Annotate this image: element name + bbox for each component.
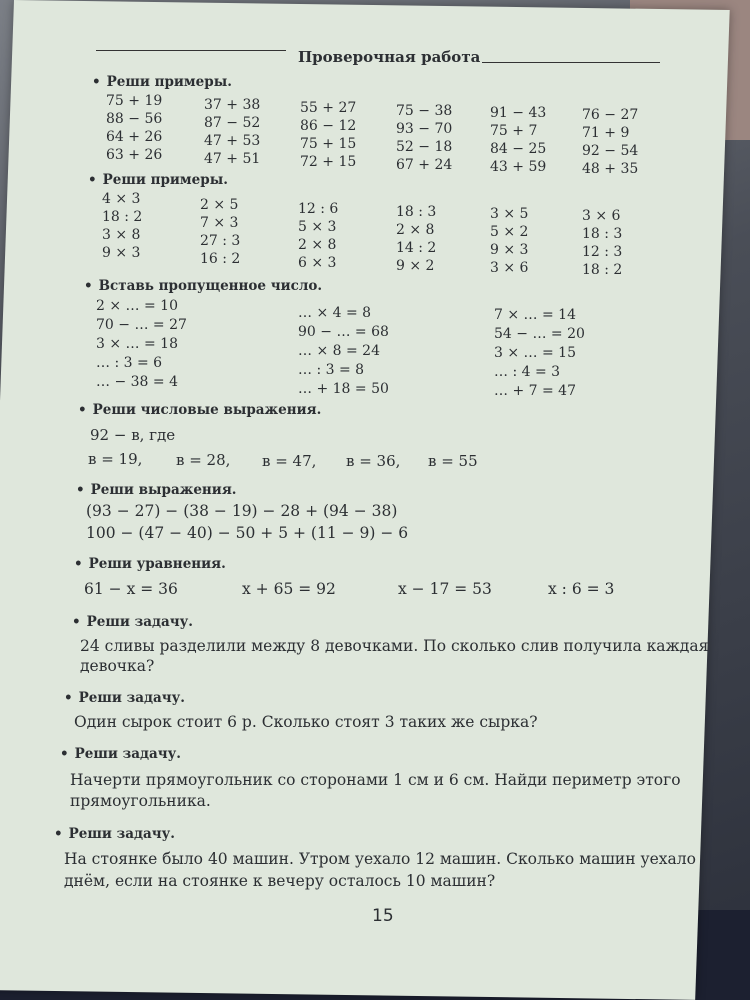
s1-column-3 <box>300 99 356 171</box>
s2-item: 16 : 2 <box>200 251 241 267</box>
s2-column-3 <box>298 200 338 272</box>
s3-item: … + 7 = 47 <box>494 383 576 399</box>
s2-column-2 <box>200 196 240 268</box>
section-10-heading-text: Реши задачу. <box>68 826 175 842</box>
s1-column-1 <box>106 92 162 164</box>
s9-task-line-1: Начерти прямоугольник со сторонами 1 см и 6 см. Найди периметр этого <box>70 771 681 789</box>
section-2-heading: • Реши примеры. <box>88 172 228 188</box>
s3-column-1 <box>96 297 187 392</box>
s1-item: 88 − 56 <box>106 111 163 127</box>
s2-item: 2 × 5 <box>200 197 239 213</box>
section-7-heading: • Реши задачу. <box>72 614 193 630</box>
s1-item: 76 − 27 <box>582 107 639 123</box>
s2-item: 18 : 3 <box>582 226 623 242</box>
title-rule-right <box>482 62 660 63</box>
section-1-heading: • Реши примеры. <box>92 74 232 90</box>
section-8-heading: • Реши задачу. <box>64 690 185 706</box>
s3-item: … : 3 = 6 <box>96 355 163 371</box>
s3-column-3 <box>494 306 585 401</box>
s1-column-6 <box>582 106 638 178</box>
s1-column-5 <box>490 104 546 176</box>
s1-item: 75 + 7 <box>490 123 538 139</box>
s3-item: … : 4 = 3 <box>494 364 561 380</box>
s2-item: 6 × 3 <box>298 255 337 271</box>
s1-item: 64 + 26 <box>106 129 163 145</box>
s6-equation: x : 6 = 3 <box>548 580 615 598</box>
s3-item: … : 3 = 8 <box>298 362 365 378</box>
s2-item: 9 × 2 <box>396 258 435 274</box>
s3-item: 3 × … = 18 <box>96 336 178 352</box>
section-10-heading: • Реши задачу. <box>54 826 175 842</box>
s1-column-4 <box>396 102 452 174</box>
s1-item: 92 − 54 <box>582 143 639 159</box>
s1-item: 67 + 24 <box>396 157 453 173</box>
s4-value: в = 19, <box>88 450 143 468</box>
s2-item: 18 : 2 <box>102 209 143 225</box>
s3-column-2 <box>298 304 389 399</box>
s8-task-line-1: Один сырок стоит 6 р. Сколько стоят 3 таких же сырка? <box>74 713 538 731</box>
section-6-heading: • Реши уравнения. <box>74 556 226 572</box>
s9-task-line-2: прямоугольника. <box>70 792 211 810</box>
section-5-heading-text: Реши выражения. <box>90 482 237 498</box>
s2-item: 27 : 3 <box>200 233 241 249</box>
s2-item: 12 : 6 <box>298 201 339 217</box>
s2-item: 2 × 8 <box>396 222 435 238</box>
s1-item: 55 + 27 <box>300 100 357 116</box>
s2-column-5 <box>490 205 528 277</box>
s3-item: … + 18 = 50 <box>298 381 389 397</box>
section-6-heading-text: Реши уравнения. <box>88 556 226 572</box>
section-3-heading-text: Вставь пропущенное число. <box>98 278 323 294</box>
s6-equation: 61 − x = 36 <box>84 580 178 598</box>
s2-item: 3 × 5 <box>490 206 529 222</box>
s1-item: 63 + 26 <box>106 147 163 163</box>
s1-item: 91 − 43 <box>490 105 547 121</box>
s6-equation: x + 65 = 92 <box>242 580 336 598</box>
s3-item: … × 8 = 24 <box>298 343 380 359</box>
s1-item: 75 + 15 <box>300 136 357 152</box>
s1-item: 71 + 9 <box>582 125 630 141</box>
s2-item: 5 × 3 <box>298 219 337 235</box>
s2-item: 18 : 2 <box>582 262 623 278</box>
s4-value: в = 36, <box>346 452 401 470</box>
s1-item: 84 − 25 <box>490 141 547 157</box>
section-7-heading-text: Реши задачу. <box>86 614 193 630</box>
s2-item: 12 : 3 <box>582 244 623 260</box>
s3-item: 3 × … = 15 <box>494 345 576 361</box>
s10-task-line-2: днём, если на стоянке к вечеру осталось 10 машин? <box>64 872 496 890</box>
s2-item: 9 × 3 <box>102 245 141 261</box>
s2-item: 7 × 3 <box>200 215 239 231</box>
s7-task-line-2: девочка? <box>80 657 155 675</box>
section-4-heading: • Реши числовые выражения. <box>78 402 322 418</box>
section-8-heading-text: Реши задачу. <box>78 690 185 706</box>
s3-item: … − 38 = 4 <box>96 374 178 390</box>
section-1-heading-text: Реши примеры. <box>106 74 232 90</box>
section-9-heading-text: Реши задачу. <box>74 746 181 762</box>
s1-item: 86 − 12 <box>300 118 357 134</box>
s2-item: 4 × 3 <box>102 191 141 207</box>
s2-column-1 <box>102 190 142 262</box>
s1-item: 93 − 70 <box>396 121 453 137</box>
s1-column-2 <box>204 96 260 168</box>
s2-column-6 <box>582 207 622 279</box>
s5-expression-1: (93 − 27) − (38 − 19) − 28 + (94 − 38) <box>86 502 398 520</box>
s3-item: 70 − … = 27 <box>96 317 187 333</box>
s2-item: 18 : 3 <box>396 204 437 220</box>
s6-equation: x − 17 = 53 <box>398 580 492 598</box>
s4-value: в = 28, <box>176 451 231 469</box>
s1-item: 47 + 51 <box>204 151 261 167</box>
s1-item: 52 − 18 <box>396 139 453 155</box>
s4-value: в = 55 <box>428 452 478 470</box>
section-9-heading: • Реши задачу. <box>60 746 181 762</box>
s4-expression: 92 − в, где <box>90 426 176 444</box>
s3-item: 2 × … = 10 <box>96 298 178 314</box>
s5-expression-2: 100 − (47 − 40) − 50 + 5 + (11 − 9) − 6 <box>86 524 409 542</box>
s1-item: 75 − 38 <box>396 103 453 119</box>
s2-item: 2 × 8 <box>298 237 337 253</box>
s2-column-4 <box>396 203 436 275</box>
page-number: 15 <box>372 906 394 926</box>
s1-item: 37 + 38 <box>204 97 261 113</box>
section-4-heading-text: Реши числовые выражения. <box>92 402 322 418</box>
section-2-heading-text: Реши примеры. <box>102 172 228 188</box>
s2-item: 3 × 6 <box>582 208 621 224</box>
s2-item: 14 : 2 <box>396 240 437 256</box>
s3-item: … × 4 = 8 <box>298 305 372 321</box>
s2-item: 9 × 3 <box>490 242 529 258</box>
s2-item: 5 × 2 <box>490 224 529 240</box>
s10-task-line-1: На стоянке было 40 машин. Утром уехало 12 машин. Сколько машин уехало <box>64 850 696 868</box>
page-title: Проверочная работа <box>298 48 481 66</box>
title-rule-left <box>96 50 286 51</box>
s4-value: в = 47, <box>262 452 317 470</box>
section-3-heading: • Вставь пропущенное число. <box>84 278 323 294</box>
s2-item: 3 × 8 <box>102 227 141 243</box>
s3-item: 90 − … = 68 <box>298 324 389 340</box>
s1-item: 48 + 35 <box>582 161 639 177</box>
s3-item: 54 − … = 20 <box>494 326 585 342</box>
s1-item: 72 + 15 <box>300 154 357 170</box>
section-5-heading: • Реши выражения. <box>76 482 237 498</box>
s1-item: 87 − 52 <box>204 115 261 131</box>
s3-item: 7 × … = 14 <box>494 307 576 323</box>
s1-item: 43 + 59 <box>490 159 547 175</box>
s7-task-line-1: 24 сливы разделили между 8 девочками. По сколько слив получила каждая <box>80 637 709 655</box>
s1-item: 75 + 19 <box>106 93 163 109</box>
s2-item: 3 × 6 <box>490 260 529 276</box>
s1-item: 47 + 53 <box>204 133 261 149</box>
